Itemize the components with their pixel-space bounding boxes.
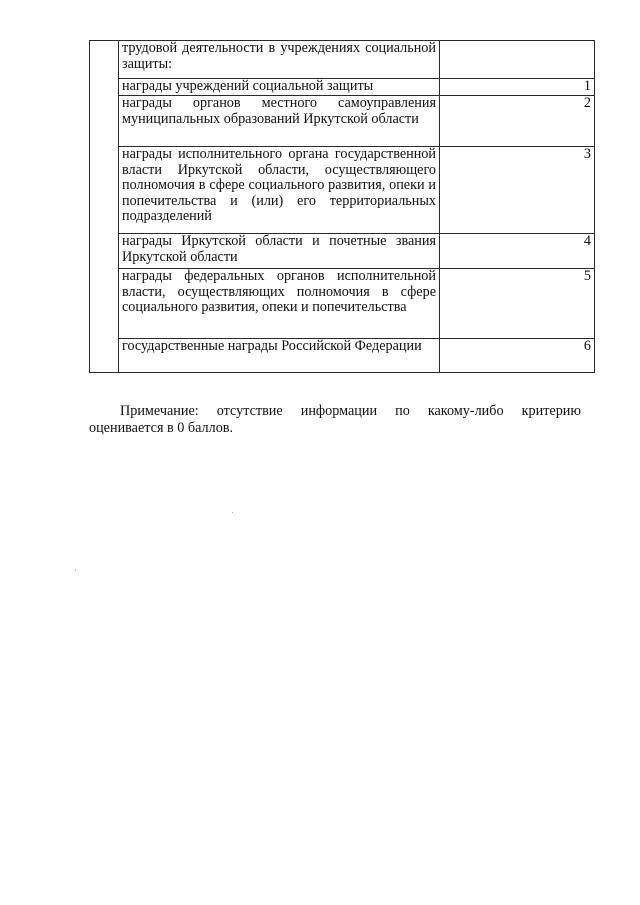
table-row	[90, 96, 595, 147]
criterion-text: награды Иркутской области и почетные звания Иркутской области	[119, 234, 440, 269]
criterion-text: награды учреждений социальной защиты	[119, 79, 440, 96]
criterion-text: награды исполнительного органа государственной власти Иркутской области, осуществляющего полномочия в сфере социального развития, опеки и попечительства и (или) его территориальных подразделений	[119, 147, 440, 234]
criterion-text: награды федеральных органов исполнительной власти, осуществляющих полномочия в сфере социального развития, опеки и попечительства	[119, 269, 440, 339]
score-cell: 5	[440, 269, 595, 339]
score-cell: 6	[440, 339, 595, 373]
criteria-table	[89, 40, 595, 373]
table-row	[90, 147, 595, 234]
table-row	[90, 79, 595, 96]
table-row	[90, 41, 595, 79]
table-row	[90, 234, 595, 269]
row-number-cell	[90, 41, 119, 373]
score-cell: 3	[440, 147, 595, 234]
table-row	[90, 269, 595, 339]
criterion-text: государственные награды Российской Федерации	[119, 339, 440, 373]
score-cell	[440, 41, 595, 79]
criterion-text: трудовой деятельности в учреждениях социальной защиты:	[119, 41, 440, 79]
score-cell: 4	[440, 234, 595, 269]
criterion-text: награды органов местного самоуправления муниципальных образований Иркутской области	[119, 96, 440, 147]
score-cell: 2	[440, 96, 595, 147]
note-paragraph: Примечание: отсутствие информации по какому-либо критерию оценивается в 0 баллов.	[89, 403, 581, 436]
table-row	[90, 339, 595, 373]
score-cell: 1	[440, 79, 595, 96]
